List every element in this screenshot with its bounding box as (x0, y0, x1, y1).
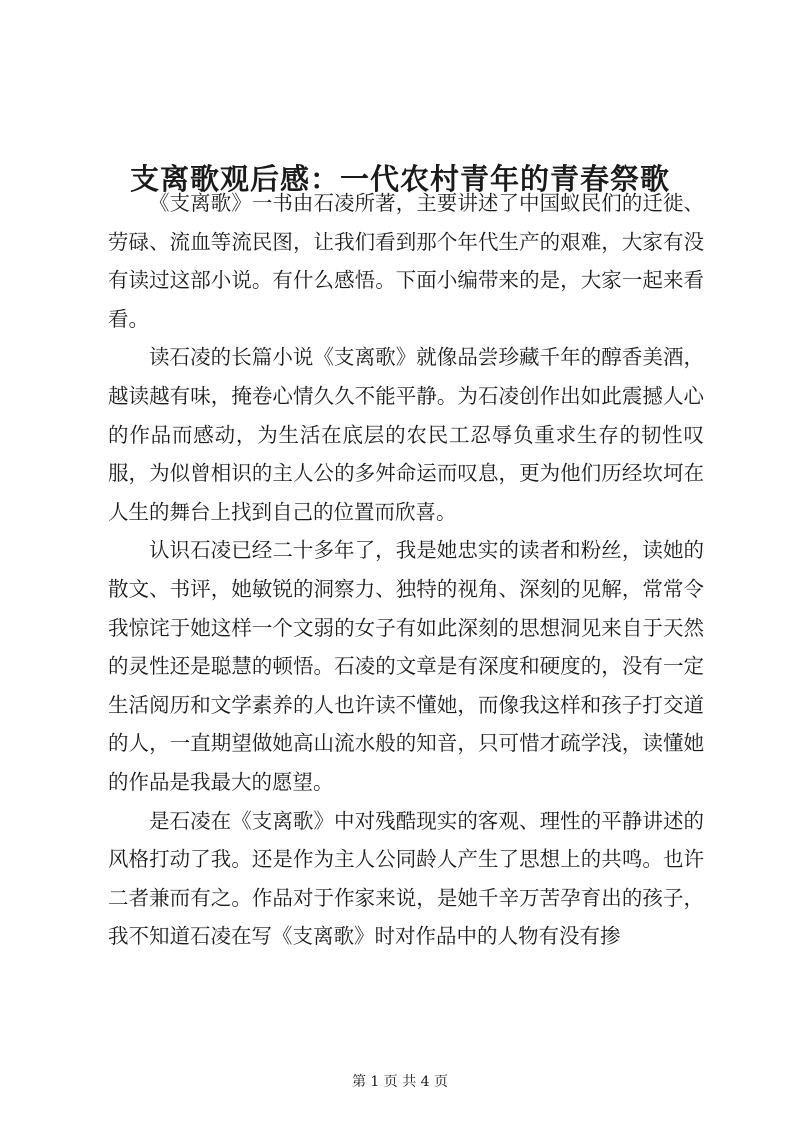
paragraph: 读石凌的长篇小说《支离歌》就像品尝珍藏千年的醇香美酒，越读越有味，掩卷心情久久不能平静。为石凌创作出如此震撼人心的作品而感动，为生活在底层的农民工忍辱负重求生存的韧性叹服，为似曾相识的主人公的多舛命运而叹息，更为他们历经坎坷在人生的舞台上找到自己的位置而欣喜。 (108, 345, 704, 524)
paragraph: 认识石凌已经二十多年了，我是她忠实的读者和粉丝，读她的散文、书评，她敏锐的洞察力、独特的视角、深刻的见解，常常令我惊诧于她这样一个文弱的女子有如此深刻的思想洞见来自于天然的灵性还是聪慧的顿悟。石凌的文章是有深度和硬度的，没有一定生活阅历和文学素养的人也许读不懂她，而像我这样和孩子打交道的人，一直期望做她高山流水般的知音，只可惜才疏学浅，读懂她的作品是我最大的愿望。 (108, 538, 704, 794)
paragraph: 《支离歌》一书由石凌所著，主要讲述了中国蚁民们的迁徙、劳碌、流血等流民图，让我们看到那个年代生产的艰难，大家有没有读过这部小说。有什么感悟。下面小编带来的是，大家一起来看看。 (108, 191, 704, 331)
page-title: 支离歌观后感：一代农村青年的青春祭歌 (129, 162, 670, 197)
paragraph: 是石凌在《支离歌》中对残酷现实的客观、理性的平静讲述的风格打动了我。还是作为主人公同龄人产生了思想上的共鸣。也许二者兼而有之。作品对于作家来说，是她千辛万苦孕育出的孩子，我不知道石凌在写《支离歌》时对作品中的人物有没有掺 (108, 808, 704, 949)
page-footer: 第 1 页 共 4 页 (351, 1074, 449, 1090)
body-text (108, 184, 704, 956)
